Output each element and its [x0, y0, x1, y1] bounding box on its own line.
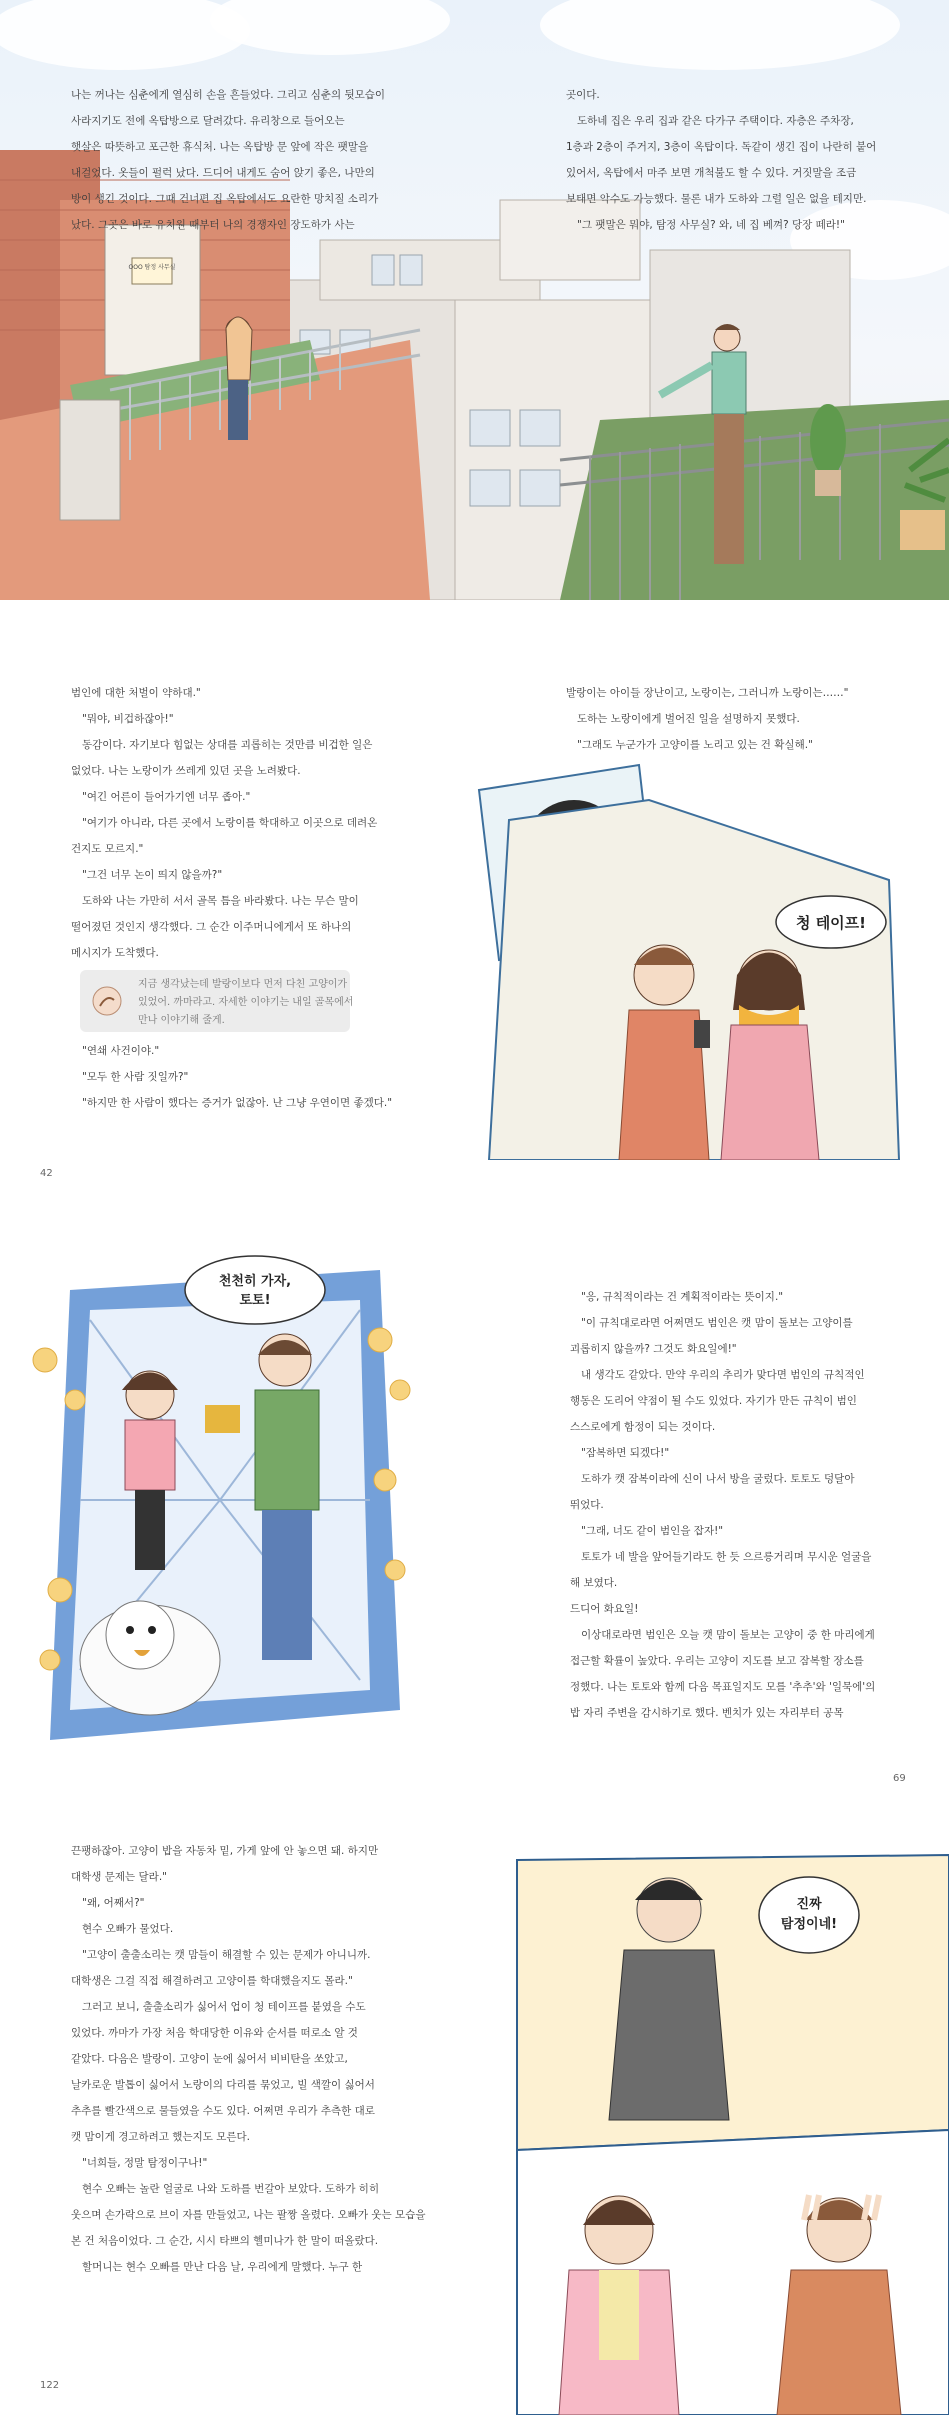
speech-bubble-text-line1: 진짜: [796, 1897, 822, 1912]
text-line: 정했다. 나는 토토와 함께 다음 목표일지도 모를 '추추'와 '일묵에'의: [570, 1681, 876, 1693]
text-line: 내걸었다. 옷들이 펄럭 났다. 드디어 내게도 숨어 앉기 좋은, 나만의: [71, 167, 375, 179]
text-line: 범인에 대한 처벌이 약하대.": [71, 687, 201, 699]
text-line: 방이 생긴 것이다. 그때 건너편 집 옥탑에서도 요란한 망치질 소리가: [71, 193, 379, 205]
text-line: 있었다. 까마가 가장 처음 학대당한 이유와 순서를 떠로소 알 것: [71, 2027, 358, 2039]
text-line: 캣 맘이게 경고하려고 했는지도 모른다.: [71, 2131, 250, 2143]
text-line: 보태면 악수도 가능했다. 물론 내가 도하와 그럴 일은 없을 테지만.: [566, 193, 867, 205]
text-line: 대학생 문제는 달라.": [71, 1871, 167, 1883]
text-line: 사라지기도 전에 옥탑방으로 달려갔다. 유리창으로 들어오는: [71, 115, 345, 127]
text-line: "그래도 누군가가 고양이를 노리고 있는 건 확실해.": [577, 739, 813, 751]
message-line: 지금 생각났는데 발랑이보다 먼저 다친 고양이가: [138, 979, 348, 990]
text-line: "여긴 어른이 들어가기엔 너무 좁아.": [82, 791, 251, 803]
speech-bubble-text-line2: 토토!: [239, 1293, 271, 1308]
page4-left-column: [71, 1838, 425, 2280]
text-line: 토토가 네 발을 앞어들기라도 한 듯 으르릉거리며 무시운 얼굴을: [581, 1551, 872, 1563]
text-line: 날카로운 발톱이 싫어서 노랑이의 다리를 묶었고, 빌 색깔이 싫어서: [71, 2079, 375, 2091]
text-line: 있어서, 옥탑에서 마주 보면 개척불도 할 수 있다. 거짓말을 조금: [566, 167, 857, 179]
text-line: 났다. 그곳은 바로 유치원 때부터 나의 경쟁자인 장도하가 사는: [71, 219, 355, 231]
text-line: "응, 규칙적이라는 건 계획적이라는 뜻이지.": [581, 1291, 784, 1303]
page-number: 42: [40, 1168, 53, 1179]
text-line: 현수 오빠는 놀란 얼굴로 나와 도하를 번갈아 보았다. 도하가 히히: [82, 2183, 380, 2195]
text-line: 동감이다. 자기보다 힘없는 상대를 괴롭히는 것만큼 비겁한 일은: [82, 739, 373, 751]
page-122-spread: [0, 1800, 949, 2415]
text-line: "그건 너무 논이 띄지 않을까?": [82, 869, 223, 881]
page2-right-column: [566, 680, 848, 758]
text-line: "연쇄 사건이야.": [82, 1045, 160, 1057]
text-line: 메시지가 도착했다.: [71, 947, 159, 959]
page-42-spread: [0, 600, 949, 1200]
text-line: 떨어졌던 것인지 생각했다. 그 순간 이주머니에게서 또 하나의: [71, 921, 352, 933]
text-line: "너희들, 정말 탐정이구나!": [82, 2157, 208, 2169]
page-number: 122: [40, 2380, 60, 2391]
text-line: 뛰었다.: [570, 1499, 604, 1511]
text-line: 도하네 집은 우리 집과 같은 다가구 주택이다. 자층은 주차장,: [577, 115, 854, 127]
message-line: 만나 이야기해 줄게.: [138, 1015, 225, 1026]
page1-right-column: [566, 82, 876, 238]
walking-dog-comic-illustration: [0, 1240, 440, 1800]
text-line: 괴롭히지 않을까? 그것도 화요일에!": [570, 1343, 737, 1355]
text-line: 같았다. 다음은 발랑이. 고양이 눈에 싫어서 비비탄을 쏘았고,: [71, 2053, 348, 2065]
speech-bubble-text: 청 테이프!: [795, 914, 867, 932]
text-message-card: [80, 970, 354, 1032]
page-69-spread: [0, 1200, 949, 1800]
door-sign-text: OOO 탐정 사무실: [128, 264, 176, 271]
text-line: "이 규칙대로라면 어쩌면도 범인은 캣 맘이 돌보는 고양이를: [581, 1317, 853, 1329]
text-line: 본 건 처음이었다. 그 순간, 시시 타쁘의 헬미나가 한 말이 떠올랐다.: [71, 2235, 379, 2247]
text-line: 드디어 화요일!: [570, 1603, 639, 1615]
text-line: "그래, 너도 같이 범인을 잡자!": [581, 1525, 724, 1537]
page-number: 69: [893, 1773, 906, 1784]
text-line: "고양이 출출소리는 캣 맘들이 해결할 수 있는 문제가 아니니까.: [82, 1949, 371, 1961]
page3-right-column: [570, 1284, 875, 1726]
text-line: 할머니는 현수 오빠를 만난 다음 날, 우리에게 말했다. 누구 한: [82, 2261, 363, 2273]
page2-left-column-after: [71, 1038, 392, 1116]
page1-left-column: [71, 82, 385, 238]
text-line: 햇살은 따뜻하고 포근한 휴식처. 나는 옥탑방 문 앞에 작은 팻말을: [71, 141, 369, 153]
text-line: "그 팻말은 뭐야, 탐정 사무실? 와, 네 집 베껴? 당장 떼라!": [577, 219, 845, 231]
text-line: 행동은 도리어 약점이 될 수도 있었다. 자기가 만든 규칙이 범인: [570, 1395, 857, 1407]
text-line: 해 보였다.: [570, 1577, 618, 1589]
message-line: 있었어. 까마라고. 자세한 이야기는 내일 골목에서: [138, 997, 354, 1008]
text-line: 도하는 노랑이에게 벌어진 일을 설명하지 못했다.: [577, 713, 800, 725]
text-line: "잠복하면 되겠다!": [581, 1447, 670, 1459]
text-line: 곳이다.: [566, 89, 600, 101]
text-line: "뭐야, 비겁하잖아!": [82, 713, 174, 725]
text-line: 1층과 2층이 주거지, 3층이 옥탑이다. 독같이 생긴 집이 나란히 붙어: [566, 141, 877, 153]
text-line: 나는 꺼나는 심춘에게 열심히 손을 흔들었다. 그리고 심춘의 뒷모습이: [71, 89, 386, 101]
text-line: 접근할 확률이 높았다. 우리는 고양이 지도를 보고 잠복할 장소를: [570, 1655, 864, 1667]
text-line: 발랑이는 아이들 장난이고, 노랑이는, 그러니까 노랑이는……": [566, 687, 849, 699]
profile-avatar-icon: [92, 986, 122, 1016]
text-line: 그러고 보니, 출출소리가 싫어서 업이 청 테이프를 붙였을 수도: [82, 2001, 366, 2013]
text-line: 스스로에게 함정이 되는 것이다.: [570, 1421, 716, 1433]
text-line: 이상대로라면 범인은 오늘 캣 맘이 돌보는 고양이 중 한 마리에게: [581, 1629, 875, 1641]
speech-bubble-text-line2: 탐정이네!: [780, 1917, 838, 1932]
text-line: 웃으며 손가락으로 브이 자를 만들었고, 나는 팔짱 올렸다. 오빠가 웃는 모습을: [71, 2209, 426, 2221]
text-line: 추추를 빨간색으로 물들였을 수도 있다. 어쩌면 우리가 추측한 대로: [71, 2105, 375, 2117]
text-line: "여기가 아니라, 다른 곳에서 노랑이를 학대하고 이곳으로 데려온: [82, 817, 378, 829]
detective-praise-comic-illustration: [509, 1800, 949, 2415]
speech-bubble-text-line1: 천천히 가자,: [218, 1274, 292, 1289]
text-line: 건지도 모르지.": [71, 843, 144, 855]
page-rooftop-illustration: [0, 0, 949, 600]
text-line: 현수 오빠가 물었다.: [82, 1923, 174, 1935]
text-line: 내 생각도 같았다. 만약 우리의 추리가 맞다면 범인의 규칙적인: [581, 1369, 865, 1381]
text-line: "왜, 어째서?": [82, 1897, 145, 1909]
text-line: 도하와 나는 가만히 서서 골목 틈을 바라봤다. 나는 무슨 말이: [82, 895, 359, 907]
text-line: "모두 한 사람 짓일까?": [82, 1071, 189, 1083]
text-line: 없었다. 나는 노랑이가 쓰레게 있던 곳을 노려봤다.: [71, 765, 301, 777]
text-line: "하지만 한 사람이 했다는 증거가 없잖아. 난 그냥 우연이면 좋겠다.": [82, 1097, 393, 1109]
text-line: 밥 자리 주변을 감시하기로 했다. 벤치가 있는 자리부터 공목: [570, 1707, 844, 1719]
text-line: 도하가 캣 잠복이라에 신이 나서 방을 굴렀다. 토토도 덩달아: [581, 1473, 855, 1485]
text-line: 대학생은 그걸 직접 해결하려고 고양이를 학대했을지도 몰라.": [71, 1975, 353, 1987]
page2-left-column: [71, 680, 377, 966]
text-line: 끈팽하잖아. 고양이 밥을 자동차 밑, 가게 앞에 안 놓으면 돼. 하지만: [71, 1845, 379, 1857]
